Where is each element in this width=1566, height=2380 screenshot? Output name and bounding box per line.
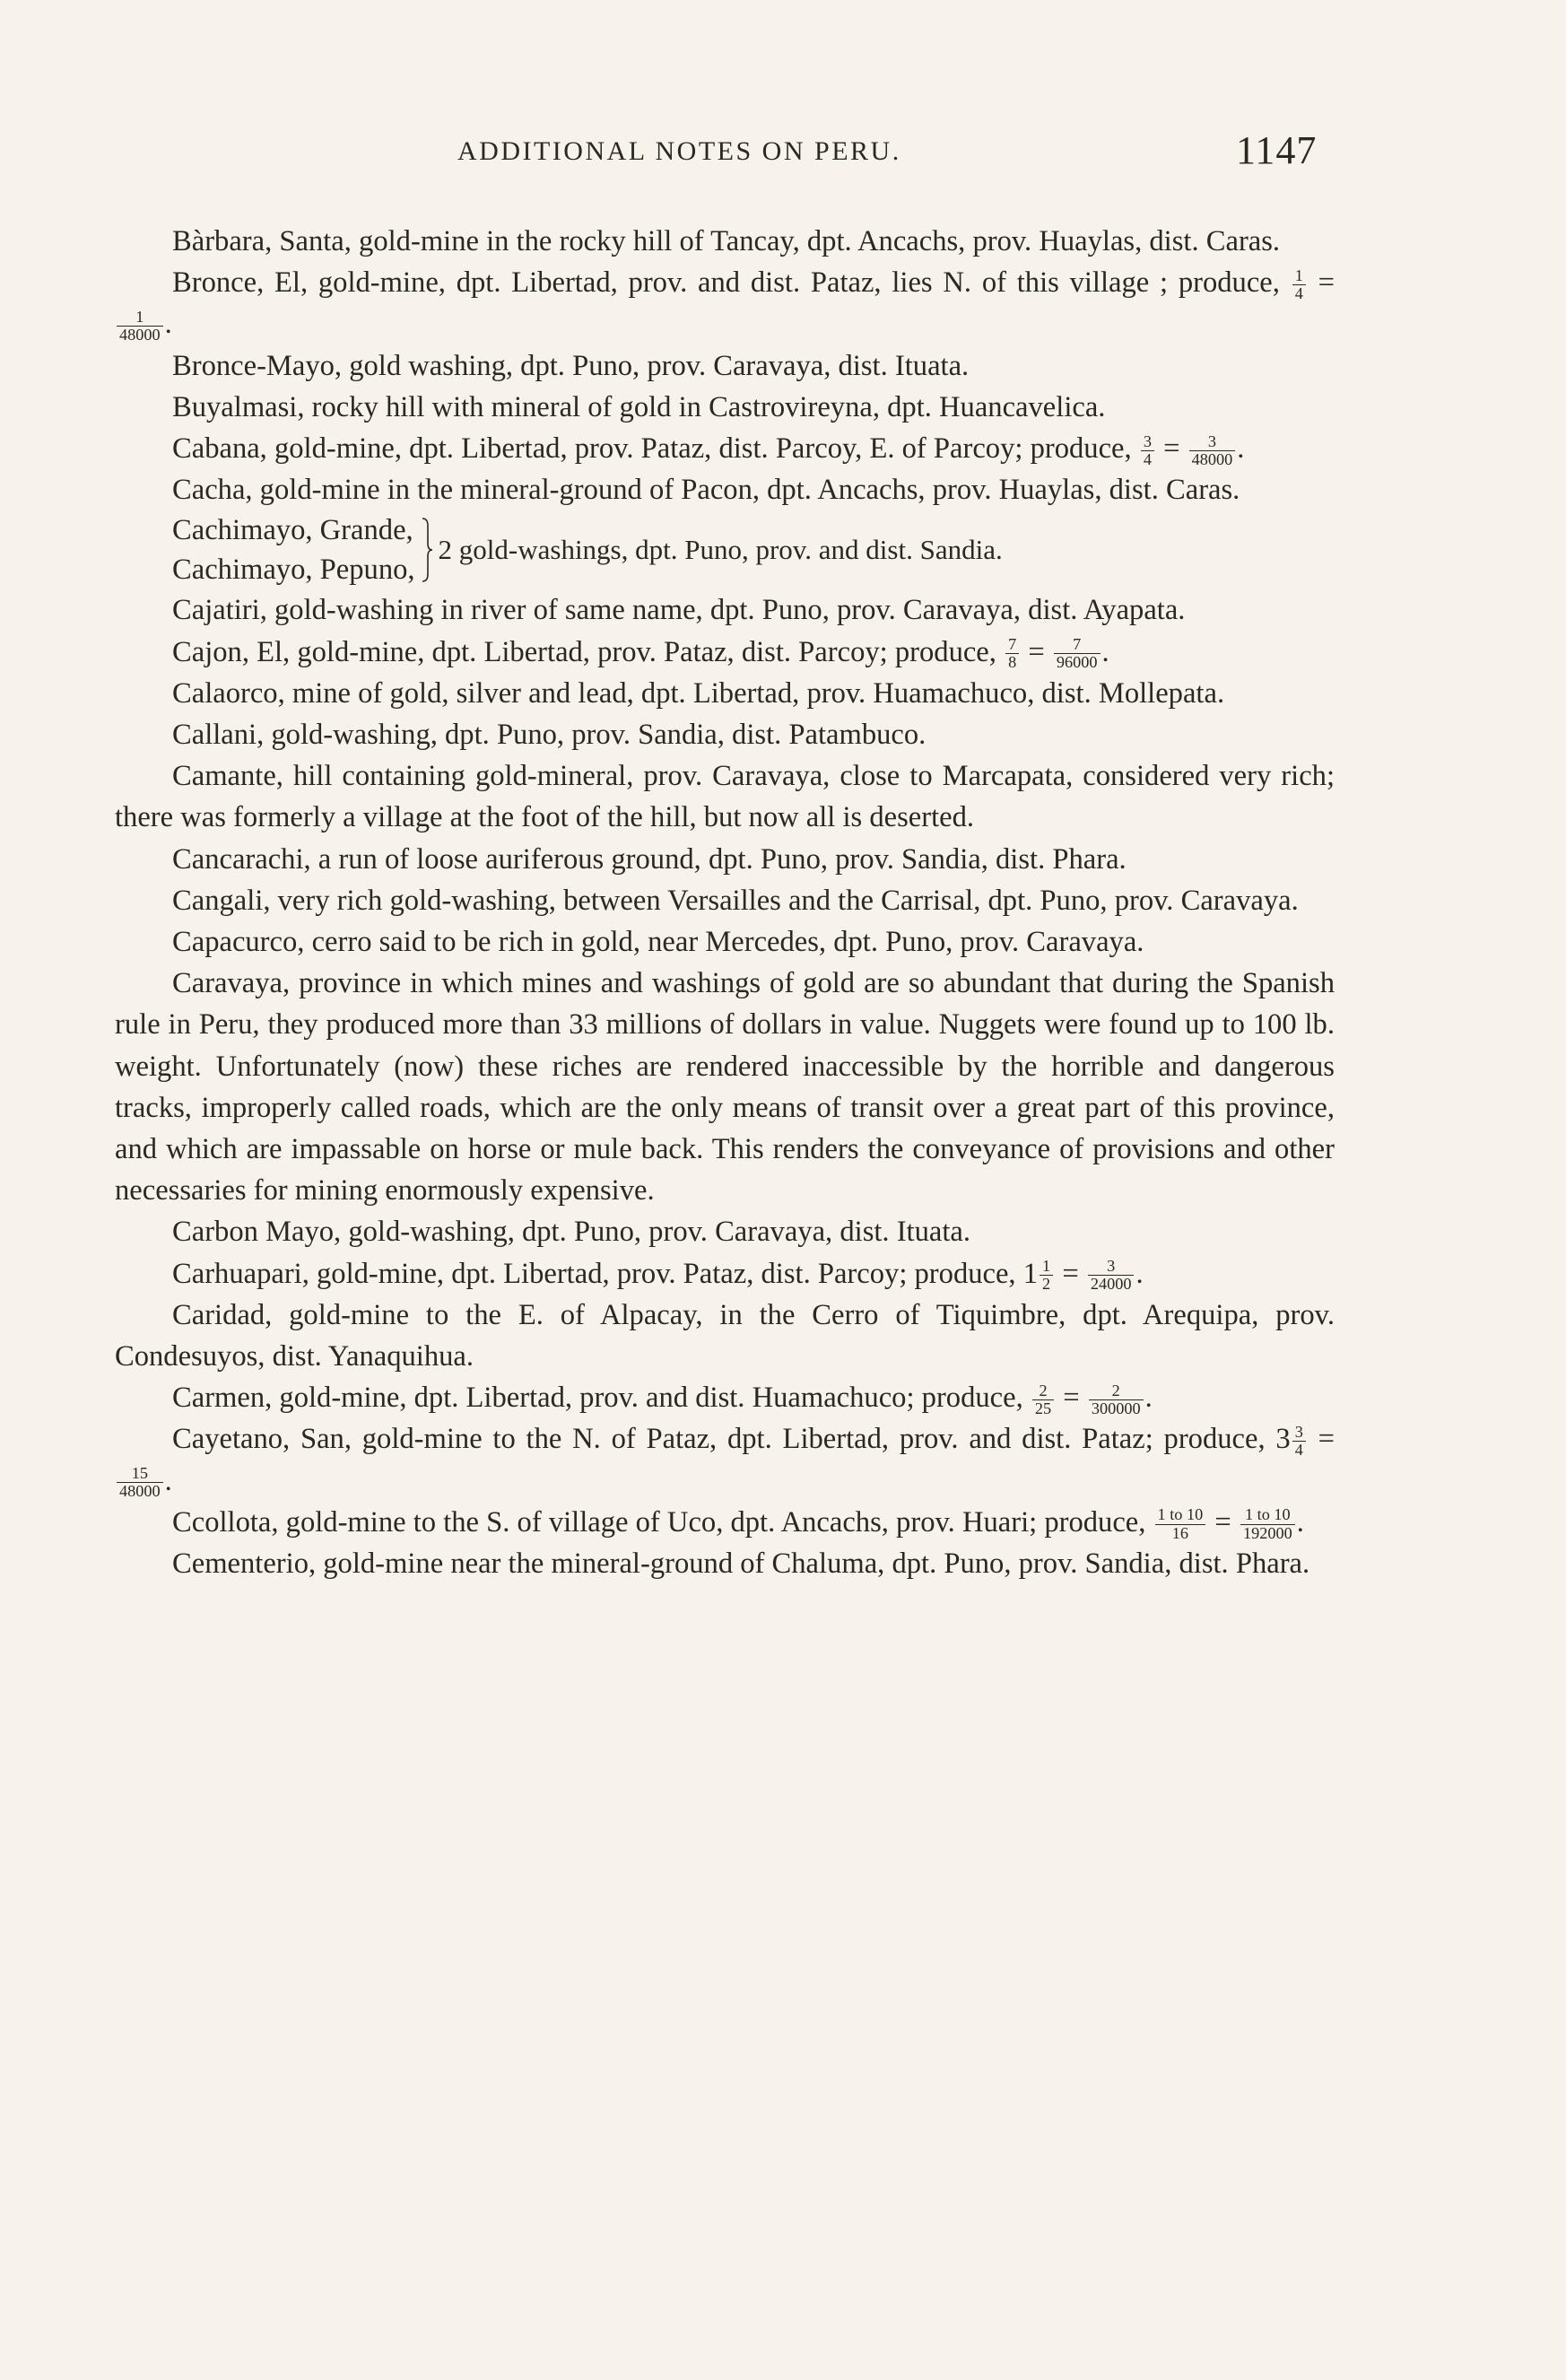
entry-text: Caridad, gold-mine to the E. of Alpacay, in the Cerro of Tiquimbre, dpt. Arequipa, prov. Condesuyos, dist. Yanaquihua. (115, 1298, 1335, 1373)
entry-callani (115, 714, 1335, 755)
fraction: $\frac{1}{4}$ (1292, 267, 1306, 302)
fraction: $\frac{1}{48000}$ (117, 309, 163, 344)
entry-carhuapari: Carhuapari, gold-mine, dpt. Libertad, prov. Pataz, dist. Parcoy; produce, 1 $\frac{1}{2}$ = $\frac{3}{24000}$ . (172, 1257, 1144, 1294)
entry-cementerio (115, 1543, 1335, 1584)
entry-text: Carbon Mayo, gold-washing, dpt. Puno, prov. Caravaya, dist. Ituata. (172, 1216, 971, 1249)
fraction: $\frac{3}{4}$ (1292, 1424, 1306, 1459)
entry-cajon: Cajon, El, gold-mine, dpt. Libertad, prov. Pataz, dist. Parcoy; produce, $\frac{7}{8}$ = $\frac{7}{96000}$ . (172, 635, 1109, 672)
fraction: $\frac{15}{48000}$ (117, 1465, 163, 1500)
entry-carmen: Carmen, gold-mine, dpt. Libertad, prov. and dist. Huamachuco; produce, $\frac{2}{25}$ = $\frac{2}{300000}$ . (172, 1381, 1153, 1417)
entry-text: Calaorco, mine of gold, silver and lead, dpt. Libertad, prov. Huamachuco, dist. Mollepata. (172, 676, 1225, 710)
entry-text: Cancarachi, a run of loose auriferous ground, dpt. Puno, prov. Sandia, dist. Phara. (172, 842, 1127, 876)
equals-sign: = (1318, 1423, 1335, 1456)
gazetteer-body (115, 221, 1335, 1584)
fraction: $\frac{7}{96000}$ (1054, 636, 1101, 671)
entry-text: Cajon, El, gold-mine, dpt. Libertad, prov. Pataz, dist. Parcoy; produce, (172, 635, 996, 668)
fraction: $\frac{3}{24000}$ (1088, 1258, 1135, 1293)
entry-cacha (115, 469, 1335, 510)
fraction: $\frac{3}{48000}$ (1189, 433, 1236, 468)
entry-text: Capacurco, cerro said to be rich in gold, near Mercedes, dpt. Puno, prov. Caravaya. (172, 926, 1144, 959)
whole-number: 3 (1275, 1423, 1291, 1456)
equals-sign: = (1214, 1505, 1231, 1539)
entry-barbara (115, 221, 1335, 262)
entry-text: Camante, hill containing gold-mineral, prov. Caravaya, close to Marcapata, considered very rich; there was formerly a village at the foot of the hill, but now all is deserted. (115, 760, 1335, 834)
entry-cayetano: Cayetano, San, gold-mine to the N. of Pataz, dpt. Libertad, prov. and dist. Pataz; produce, 3 $\frac{3}{4}$ = $\frac{15}{48000}$ . (115, 1418, 1335, 1501)
fraction: $\frac{1 to 10}{16}$ (1155, 1506, 1206, 1541)
fraction: $\frac{1 to 10}{192000}$ (1240, 1506, 1295, 1541)
entry-name: Cachimayo, Grande, (172, 514, 413, 547)
entry-cachimayo (115, 510, 1335, 589)
entry-text: Callani, gold-washing, dpt. Puno, prov. Sandia, dist. Patambuco. (172, 719, 927, 752)
entry-cajatiri (115, 589, 1335, 631)
running-title: ADDITIONAL NOTES ON PERU. (457, 136, 901, 166)
entry-cancarachi (115, 839, 1335, 880)
equals-sign: = (1063, 1382, 1080, 1415)
bracketed-names (115, 510, 415, 589)
entry-ccollota: Ccollota, gold-mine to the S. of village of Uco, dpt. Ancachs, prov. Huari; produce, $\frac{1 to 10}{16}$ = $\frac{1 to 10}{192000}$ . (172, 1505, 1304, 1542)
equals-sign: = (1318, 266, 1335, 300)
entry-text: Cementerio, gold-mine near the mineral-ground of Chaluma, dpt. Puno, prov. Sandia, dist. Phara. (172, 1547, 1310, 1581)
entry-caravaya (115, 963, 1335, 1211)
fraction: $\frac{2}{25}$ (1032, 1382, 1054, 1417)
entry-text: Cayetano, San, gold-mine to the N. of Pataz, dpt. Libertad, prov. and dist. Pataz; produce, (172, 1423, 1266, 1456)
equals-sign: = (1062, 1257, 1079, 1290)
entry-text: Cacha, gold-mine in the mineral-ground of Pacon, dpt. Ancachs, prov. Huaylas, dist. Caras. (172, 474, 1240, 507)
equals-sign: = (1028, 635, 1045, 668)
brace-icon (421, 517, 433, 583)
entry-cangali (115, 880, 1335, 921)
fraction: $\frac{1}{2}$ (1040, 1258, 1053, 1293)
entry-text: Cabana, gold-mine, dpt. Libertad, prov. Pataz, dist. Parcoy, E. of Parcoy; produce, (172, 432, 1132, 466)
page-number: 1147 (1236, 128, 1318, 172)
entry-text: Cajatiri, gold-washing in river of same name, dpt. Puno, prov. Caravaya, dist. Ayapata. (172, 594, 1186, 627)
whole-number: 1 (1022, 1257, 1039, 1290)
equals-sign: = (1163, 432, 1180, 466)
fraction: $\frac{2}{300000}$ (1089, 1382, 1144, 1417)
entry-text: Bàrbara, Santa, gold-mine in the rocky hill of Tancay, dpt. Ancachs, prov. Huaylas, dist. Caras. (172, 225, 1281, 257)
entry-name: Cachimayo, Pepuno, (172, 554, 415, 587)
entry-carbon-mayo (115, 1211, 1335, 1252)
fraction: $\frac{3}{4}$ (1141, 433, 1154, 468)
entry-cabana: Cabana, gold-mine, dpt. Libertad, prov. Pataz, dist. Parcoy, E. of Parcoy; produce, $\frac{3}{4}$ = $\frac{3}{48000}$ . (172, 432, 1245, 468)
entry-text: Caravaya, province in which mines and washings of gold are so abundant that during the Spanish rule in Peru, they produced more than 33 millions of dollars in value. Nuggets were found up to 100 lb. weight. Unfortunately (now) these riches are rendered inaccessible by the horrible and dangerous tracks, improperly called roads, which are the only means of transit over a great part of this province, and which are impassable on horse or mule back. This renders the conveyance of provisions and other necessaries for mining enormously expensive. (115, 967, 1335, 1207)
entry-text: Ccollota, gold-mine to the S. of village of Uco, dpt. Ancachs, prov. Huari; produce, (172, 1505, 1146, 1539)
entry-text: Carhuapari, gold-mine, dpt. Libertad, prov. Pataz, dist. Parcoy; produce, (172, 1257, 1016, 1290)
entry-text: Carmen, gold-mine, dpt. Libertad, prov. and dist. Huamachuco; produce, (172, 1382, 1023, 1415)
entry-text: 2 gold-washings, dpt. Puno, prov. and dist. Sandia. (438, 534, 1003, 566)
entry-caridad (115, 1295, 1335, 1377)
entry-text: Cangali, very rich gold-washing, between Versailles and the Carrisal, dpt. Puno, prov. Caravaya. (172, 884, 1299, 917)
entry-capacurco (115, 921, 1335, 963)
entry-camante (115, 755, 1335, 838)
entry-calaorco (115, 673, 1335, 714)
entry-bronce: Bronce, El, gold-mine, dpt. Libertad, prov. and dist. Pataz, lies N. of this village ; produce, $\frac{1}{4}$ = $\frac{1}{48000}$ . (115, 262, 1335, 344)
entry-buyalmasi (115, 387, 1335, 428)
entry-bronce-mayo (115, 345, 1335, 387)
running-head (0, 128, 1566, 181)
entry-text: Bronce, El, gold-mine, dpt. Libertad, prov. and dist. Pataz, lies N. of this village ; produce, (172, 266, 1280, 300)
entry-text: Bronce-Mayo, gold washing, dpt. Puno, prov. Caravaya, dist. Ituata. (172, 349, 970, 382)
entry-text: Buyalmasi, rocky hill with mineral of gold in Castrovireyna, dpt. Huancavelica. (172, 390, 1106, 423)
fraction: $\frac{7}{8}$ (1005, 636, 1019, 671)
